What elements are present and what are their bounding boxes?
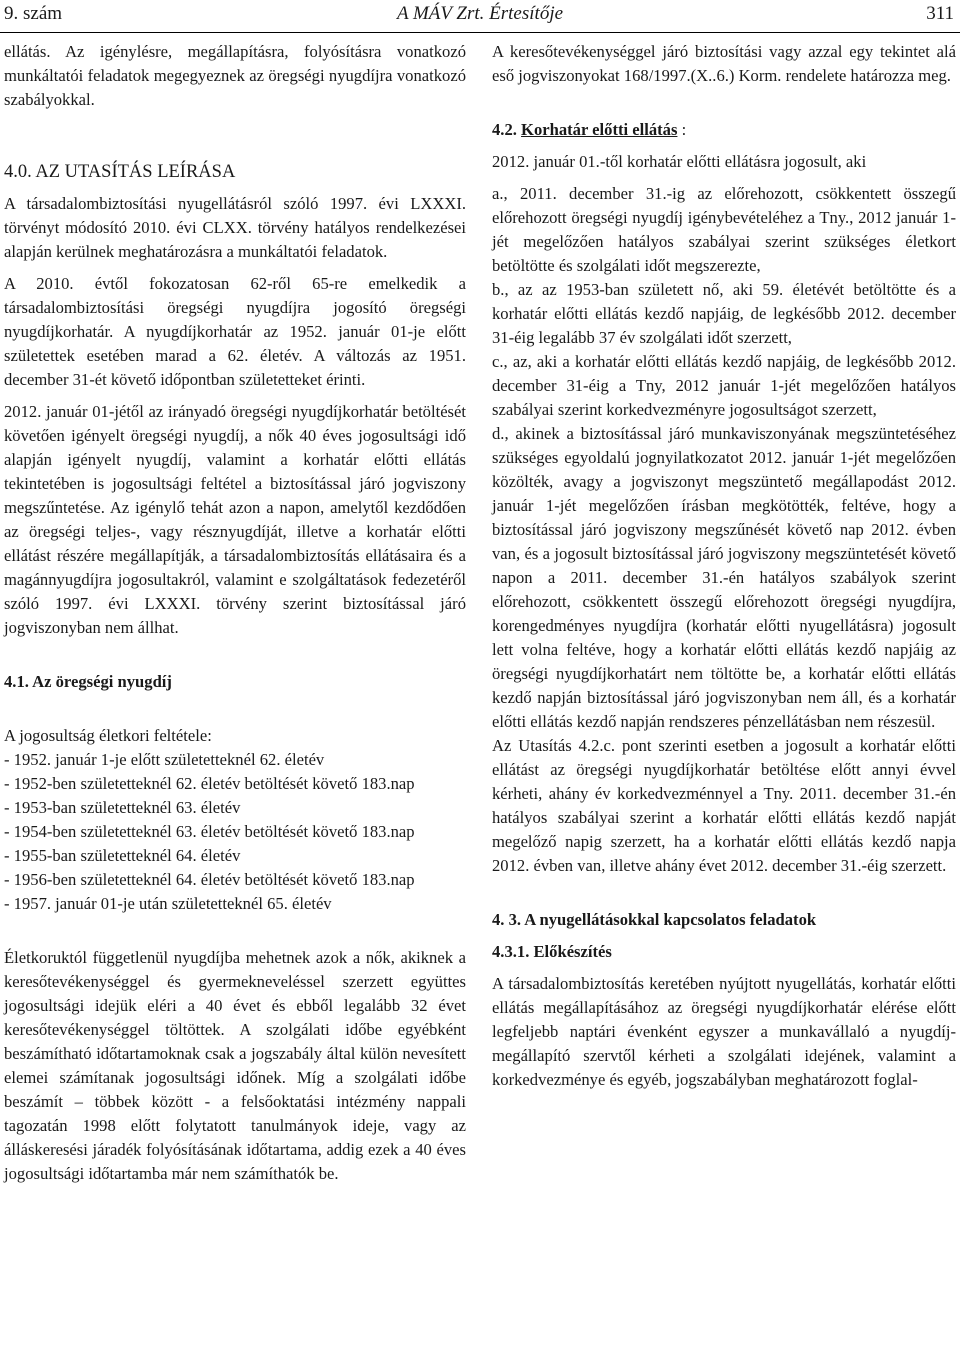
page-number: 311 bbox=[926, 3, 954, 24]
right-column bbox=[492, 40, 956, 1092]
item-a: a., 2011. december 31.-ig az előrehozott, csökkentett összegű előrehozott öregségi nyugdíj igénybevételéhez a Tny., 2012 január 1-jét megelőzően hatályos szabályai szerint szükséges életkort betöltötte és szolgálati időt megszerezte, bbox=[492, 184, 956, 275]
condition-item: - 1953-ban születetteknél 63. életév bbox=[4, 798, 241, 817]
publication-title: A MÁV Zrt. Értesítője bbox=[396, 3, 564, 24]
condition-item: - 1954-ben születetteknél 63. életév betöltését követő 183.nap bbox=[4, 822, 415, 841]
subheading-preparation: 4.3.1. Előkészítés bbox=[492, 942, 612, 961]
subheading-pension-tasks: 4. 3. A nyugellátásokkal kapcsolatos feladatok bbox=[492, 910, 817, 929]
paragraph-preparation: A társadalombiztosítás keretében nyújtott nyugellátás, korhatár előtti ellátás megállapításához az öregségi nyugdíjkorhatár elérése előtt legfeljebb naptári évenként egyszer a munkavállaló a nyugdíj-megállapító szervtől kérheti a szolgálati idejének, valamint a korkedvezménye és egyéb, jogszabályban meghatározott foglal- bbox=[492, 974, 956, 1089]
paragraph-1: A keresőtevékenységgel járó biztosítási vagy azzal egy tekintet alá eső jogviszonyokat 168/1997.(X..6.) Korm. rendelete határozza meg. bbox=[492, 42, 956, 85]
condition-item: - 1957. január 01-je után születetteknél 65. életév bbox=[4, 894, 332, 913]
subheading-early-benefit bbox=[492, 118, 956, 142]
issue-number: 9. szám bbox=[4, 3, 63, 24]
item-b: b., az az 1953-ban született nő, aki 59. életévét betöltötte és a korhatár előtti ellátás kezdő napjáig, de legkésőbb 2012. december 31-éig legalább 37 év szolgálati időt szerzett, bbox=[492, 280, 956, 347]
condition-list bbox=[4, 748, 466, 916]
intro-paragraph: ellátás. Az igénylésre, megállapításra, folyósításra vonatkozó munkáltatói feladatok megegyeznek az öregségi nyugdíjra vonatkozó szabályokkal. bbox=[4, 42, 466, 109]
paragraph-utasitas: Az Utasítás 4.2.c. pont szerinti esetben a jogosult a korhatár előtti ellátást az öregségi nyugdíjkorhatár betöltése előtt annyi évvel kérheti, ahány év korkedvezménnyel a Tny. 2011. december 31.-én hatályos szabályai szerint a korhatár előtti ellátás kezdő napját megelőző napig szerzett, ha a korhatár előtti ellátás kezdő napja 2012. évben van, illetve ahány évet 2012. december 31.-éig szerzett. bbox=[492, 736, 956, 875]
section-heading: 4.0. AZ UTASÍTÁS LEÍRÁSA bbox=[4, 162, 236, 182]
condition-item: - 1952. január 1-je előtt születetteknél 62. életév bbox=[4, 750, 325, 769]
page-header bbox=[0, 0, 960, 30]
heading-suffix: : bbox=[677, 120, 687, 139]
condition-item: - 1956-ben születetteknél 64. életév betöltését követő 183.nap bbox=[4, 870, 415, 889]
paragraph-1: A társadalombiztosítási nyugellátásról szóló 1997. évi LXXXI. törvényt módosító 2010. évi CLXX. törvény hatályos rendelkezései alapján kerülnek meghatározásra a munkáltatói feladatok. bbox=[4, 194, 466, 261]
condition-intro: A jogosultság életkori feltétele: bbox=[4, 726, 212, 745]
condition-item: - 1952-ben születetteknél 62. életév betöltését követő 183.nap bbox=[4, 774, 415, 793]
item-c: c., az, aki a korhatár előtti ellátás kezdő napjáig, de legkésőbb 2012. december 31-éig a Tny, 2012 január 1-jét megelőzően hatályos szabályai szerint korkedvezményre jogosultságot szerzett, bbox=[492, 352, 956, 419]
item-d: d., akinek a biztosítással járó munkaviszonyának megszüntetéséhez szükséges egyoldalú jognyilatkozatot 2012. január 1-jét megelőzően közölték, avagy a jogviszonyt megszüntető megállapodást 2012. január 1-jét megelőzően írásban megkötötték, feltéve, hogy a biztosítással járó jogviszony megszűnését követő nap 2012. évben van, és a jogosult biztosítással járó jogviszony megszüntetését követő napon a 2011. december 31.-én hatályos szabályok szerint előrehozott, csökkentett összegű előrehozott öregségi nyugdíjra, korengedményes nyugdíjra (korhatár előtti nyugellátásra) jogosult lett volna feltéve, hogy a korhatár előtti ellátás kezdő napjáig az öregségi nyugdíjkorhatárt nem töltötte be, a korhatár előtti ellátás kezdő napján biztosítással járó jogviszonyban nem áll, és a korhatár előtti ellátás kezdő napján rendszeres pénzellátásban nem részesül. bbox=[492, 424, 956, 731]
heading-text: Korhatár előtti ellátás bbox=[521, 120, 678, 139]
subheading-old-age-pension: 4.1. Az öregségi nyugdíj bbox=[4, 672, 172, 691]
paragraph-2: A 2010. évtől fokozatosan 62-ről 65-re emelkedik a társadalombiztosítási öregségi nyugdíjra jogosító öregségi nyugdíjkorhatár. A nyugdíjkorhatár az 1952. január 01-je előtt születettek esetében marad a 62. életév. A változás az 1951. december 31-ét követő időpontban születetteket érinti. bbox=[4, 274, 466, 389]
heading-number: 4.2. bbox=[492, 120, 517, 139]
condition-item: - 1955-ban születetteknél 64. életév bbox=[4, 846, 241, 865]
paragraph-4: Életkoruktól függetlenül nyugdíjba mehetnek azok a nők, akiknek a keresőtevékenységgel és gyermekneveléssel szerzett együttes jogosultsági idejük eléri a 40 évet és ebből legalább 32 évet keresőtevékenységgel töltöttek. A szolgálati időbe egyébként beszámítható időtartamoknak csak a jogszabály által külön nevesített elemei számítanak jogosultsági időnek. Míg a szolgálati időbe beszámít – többek között - a felsőoktatási intézmény nappali tagozatán 1998 előtt folytatott tanulmányok ideje, vagy az álláskeresési járadék folyósításának időtartama, addig ezek a 40 éves jogosultsági időtartamba már nem számíthatók be. bbox=[4, 948, 466, 1183]
left-column bbox=[4, 40, 466, 1186]
paragraph-3: 2012. január 01-jétől az irányadó öregségi nyugdíjkorhatár betöltését követően igényelt öregségi nyugdíj, a nők 40 éves jogosultsági idő alapján igényelt nyugdíj, valamint a korhatár előtti ellátás tekintetében is jogosultsági feltétel a biztosítással járó jogviszony megszűntetése. Az igénylő tehát azon a napon, amelytől kezdődően az öregségi teljes-, vagy résznyugdíját, illetve a korhatár előtti ellátást részére megállapítják, a társadalombiztosítás ellátásaira és a magánnyugdíjra jogosultakról, valamint e szolgáltatások fedezetéről szóló 1997. évi LXXXI. törvény szerint biztosítással járó jogviszonyban nem állhat. bbox=[4, 402, 466, 637]
paragraph-2: 2012. január 01.-től korhatár előtti ellátásra jogosult, aki bbox=[492, 152, 867, 171]
header-rule bbox=[0, 32, 960, 33]
